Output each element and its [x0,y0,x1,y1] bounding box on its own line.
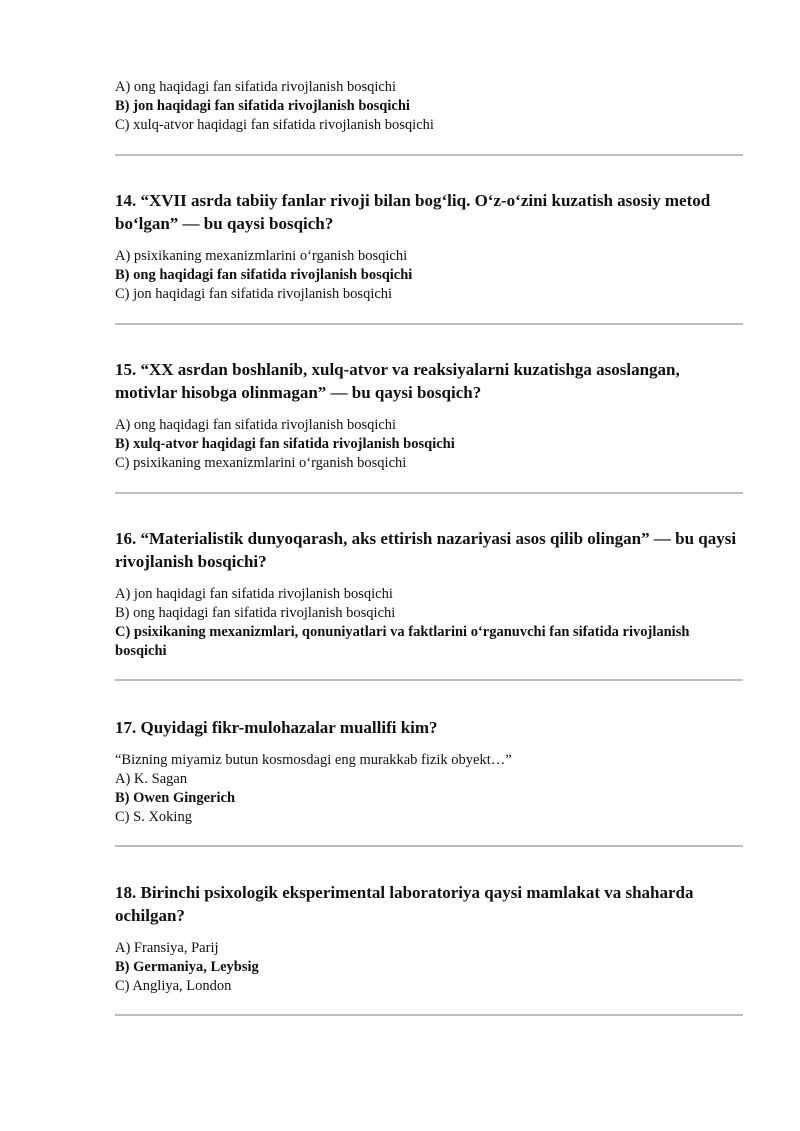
divider [115,679,743,681]
question-13-answers [115,78,743,135]
options-list [115,416,743,473]
options-list [115,770,743,827]
question-title: 18. Birinchi psixologik eksperimental laboratoriya qaysi mamlakat va shaharda ochilgan? [115,883,694,925]
option-c: C) S. Xoking [115,809,192,825]
option-a: A) K. Sagan [115,771,188,787]
question-17 [115,716,743,827]
quote-text: “Bizning miyamiz butun kosmosdagi eng murakkab fizik obyekt…” [115,752,512,768]
options-list [115,247,743,304]
option-a: A) Fransiya, Parij [115,940,219,956]
divider [115,492,743,494]
option-a: A) jon haqidagi fan sifatida rivojlanish bosqichi [115,586,393,602]
options-list [115,939,743,996]
option-b-correct: B) xulq-atvor haqidagi fan sifatida rivojlanish bosqichi [115,436,455,452]
question-title: 15. “XX asrdan boshlanib, xulq-atvor va reaksiyalarni kuzatishga asoslangan, motivlar hisobga olinmagan” — bu qaysi bosqich? [115,360,680,402]
option-c-correct: C) psixikaning mexanizmlari, qonuniyatlari va faktlarini o‘rganuvchi fan sifatida rivojlanish bosqichi [115,624,690,659]
options-list [115,585,743,661]
option-b: B) ong haqidagi fan sifatida rivojlanish bosqichi [115,605,396,621]
divider [115,1014,743,1016]
question-title: 14. “XVII asrda tabiiy fanlar rivoji bilan bog‘liq. O‘z-o‘zini kuzatish asosiy metod bo‘lgan” — bu qaysi bosqich? [115,191,711,233]
option-c: C) psixikaning mexanizmlarini o‘rganish bosqichi [115,455,407,471]
option-a: A) ong haqidagi fan sifatida rivojlanish bosqichi [115,417,397,433]
question-title: 17. Quyidagi fikr-mulohazalar muallifi kim? [115,718,438,737]
quiz-page [115,78,743,1016]
option-b-correct: B) Owen Gingerich [115,790,236,806]
option-c: C) Angliya, London [115,978,232,994]
option-a: A) ong haqidagi fan sifatida rivojlanish bosqichi [115,79,397,95]
question-15 [115,358,743,473]
question-16 [115,527,743,661]
question-title: 16. “Materialistik dunyoqarash, aks ettirish nazariyasi asos qilib olingan” — bu qaysi rivojlanish bosqichi? [115,529,737,571]
question-14 [115,189,743,304]
option-b-correct: B) Germaniya, Leybsig [115,959,259,975]
option-b-correct: B) ong haqidagi fan sifatida rivojlanish bosqichi [115,267,413,283]
divider [115,323,743,325]
option-c: C) jon haqidagi fan sifatida rivojlanish bosqichi [115,286,393,302]
option-a: A) psixikaning mexanizmlarini o‘rganish bosqichi [115,248,408,264]
divider [115,845,743,847]
option-b-correct: B) jon haqidagi fan sifatida rivojlanish bosqichi [115,98,410,114]
question-18 [115,881,743,996]
divider [115,154,743,156]
option-c: C) xulq-atvor haqidagi fan sifatida rivojlanish bosqichi [115,117,434,133]
